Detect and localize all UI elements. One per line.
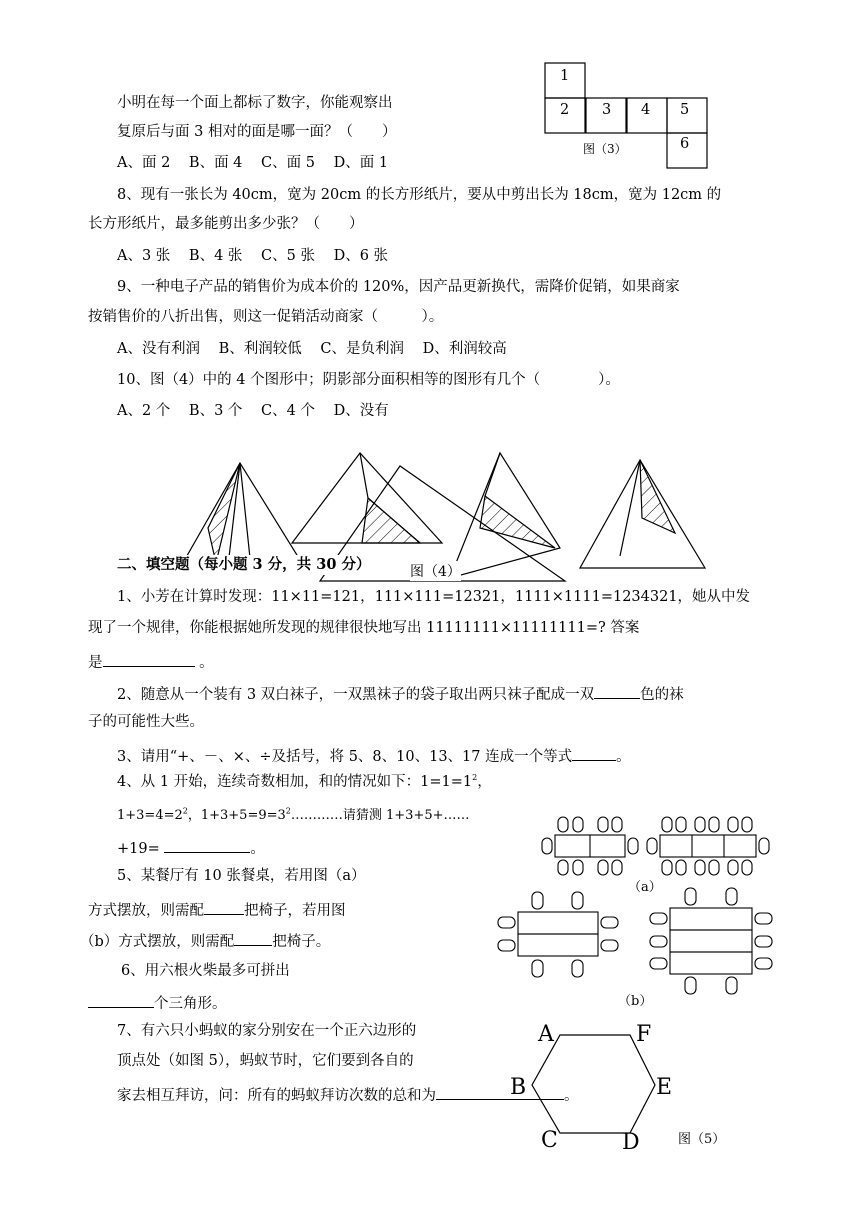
q8-text-line2: 长方形纸片，最多能剪出多少张？（ ）	[88, 216, 364, 232]
vertex-label-e: E	[656, 1075, 673, 1100]
f4-line1: 4、从 1 开始，连续奇数相加，和的情况如下：$1=1=1^2$，	[117, 773, 492, 790]
net-label: 3	[602, 102, 612, 118]
net-label: 4	[641, 102, 651, 118]
choice: C、4 个	[261, 403, 315, 419]
f5-line2	[88, 898, 346, 921]
choice: D、面 1	[333, 155, 389, 171]
table-arrangement-figure	[490, 810, 780, 995]
vertex-label-f: F	[636, 1022, 652, 1047]
figure-4-caption: 图（4）	[410, 561, 461, 581]
superscript: 2	[182, 806, 188, 816]
q9-choices	[117, 339, 521, 359]
q9-text-line2: 按销售价的八折出售，则这一促销活动商家（ ）。	[88, 309, 444, 325]
f1-line3-pre: 是	[88, 655, 103, 671]
q10-text-line1: 10、图（4）中的 4 个图形中；阴影部分面积相等的图形有几个（ ）。	[117, 372, 620, 388]
net-label: 6	[680, 136, 690, 152]
f6-line1: 6、用六根火柴最多可拼出	[121, 963, 290, 979]
f5-line1: 5、某餐厅有 10 张餐桌，若用图（a）	[117, 868, 366, 884]
figure-3-caption: 图（3）	[583, 142, 627, 156]
choice: A、2 个	[117, 403, 171, 419]
f4-line1-text: 4、从 1 开始，连续奇数相加，和的情况如下：1=1=1	[117, 774, 473, 790]
f5-answer-blank-a[interactable]	[204, 898, 244, 915]
f3-post: 。	[616, 749, 631, 765]
choice: D、利润较高	[422, 341, 507, 357]
q9-text-line1: 9、一种电子产品的销售价为成本价的 120%，因产品更新换代，需降价促销，如果商家	[117, 279, 680, 295]
f1-line1: 1、小芳在计算时发现：11×11=121，111×111=12321，1111×1111=1234321，她从中发	[117, 589, 751, 605]
choice: C、是负利润	[320, 341, 404, 357]
choice: B、面 4	[188, 155, 243, 171]
vertex-label-a: A	[538, 1022, 554, 1047]
f6-answer-blank[interactable]	[88, 991, 154, 1008]
figure-5-caption: 图（5）	[678, 1132, 726, 1147]
choice: A、没有利润	[117, 341, 200, 357]
f5-answer-blank-b[interactable]	[234, 929, 272, 946]
f6-line2-post: 个三角形。	[154, 996, 227, 1012]
f3-pre: 3、请用“+、－、×、÷及括号，将 5、8、10、13、17 连成一个等式	[117, 749, 573, 765]
choice: B、4 张	[188, 248, 243, 264]
f2-line1	[117, 682, 684, 705]
choice: D、没有	[333, 403, 389, 419]
f3-line	[117, 744, 631, 767]
f4-line2a: 1+3=4=2	[117, 808, 183, 823]
f7-line1: 7、有六只小蚂蚁的家分别安在一个正六边形的	[117, 1023, 417, 1039]
f7-line2: 顶点处（如图 5），蚂蚁节时，它们要到各自的	[117, 1053, 414, 1069]
f7-line3-post: 。	[564, 1088, 579, 1104]
f2-line1-pre: 2、随意从一个装有 3 双白袜子，一双黑袜子的袋子取出两只袜子配成一双	[117, 687, 595, 703]
f4-line2b: ，1+3+5=9=3	[187, 808, 286, 823]
f3-answer-blank[interactable]	[572, 744, 616, 761]
net-label: 1	[560, 68, 570, 84]
f4-line2	[117, 806, 470, 826]
choice: B、利润较低	[218, 341, 302, 357]
q10-choices	[117, 401, 403, 421]
choice: D、6 张	[333, 248, 389, 264]
section2-title: 二、填空题（每小题 3 分，共 30 分）	[117, 556, 371, 573]
f2-line2: 子的可能性大些。	[88, 714, 204, 730]
f4-line3-post: 。	[250, 841, 265, 857]
choice: C、面 5	[261, 155, 315, 171]
f6-line2	[88, 991, 227, 1014]
f2-line1-post: 色的袜	[640, 687, 684, 703]
q8-text-line1: 8、现有一张长为 40cm，宽为 20cm 的长方形纸片，要从中剪出长为 18cm，宽为 12cm 的	[117, 187, 722, 203]
net-label: 2	[560, 102, 570, 118]
choice: A、3 张	[117, 248, 171, 264]
f2-answer-blank[interactable]	[594, 682, 640, 699]
figure-b-label: （b）	[618, 994, 653, 1009]
f4-line3-pre: +19=	[117, 841, 160, 857]
f7-line3-pre: 家去相互拜访，问：所有的蚂蚁拜访次数的总和为	[117, 1088, 436, 1104]
figure-a-label: （a）	[628, 880, 662, 895]
vertex-label-d: D	[622, 1130, 640, 1155]
net-label: 5	[680, 102, 690, 118]
f5-line2-post: 把椅子，若用图	[244, 903, 346, 919]
choice: B、3 个	[188, 403, 243, 419]
q7-text-line1: 小明在每一个面上都标了数字，你能观察出	[117, 95, 393, 111]
f4-answer-blank[interactable]	[164, 836, 250, 853]
q7-text-line2: 复原后与面 3 相对的面是哪一面？（ ）	[117, 124, 397, 140]
f1-line3-post: 。	[194, 655, 214, 671]
f1-answer-blank[interactable]	[103, 650, 195, 667]
superscript: 2	[285, 806, 291, 816]
f1-line2: 现了一个规律，你能根据她所发现的规律很快地写出 11111111×11111111=? 答案	[88, 620, 640, 636]
q8-choices	[117, 246, 402, 266]
vertex-label-c: C	[541, 1128, 558, 1153]
choice: C、5 张	[261, 248, 315, 264]
f4-line3	[117, 836, 265, 859]
q7-choices	[117, 153, 402, 173]
f4-line2c: …………请猜测 1+3+5+……	[290, 808, 470, 823]
vertex-label-b: B	[510, 1075, 527, 1100]
f5-line3-pre: （b）方式摆放，则需配	[80, 934, 235, 950]
f5-line2-pre: 方式摆放，则需配	[88, 903, 204, 919]
choice: A、面 2	[117, 155, 171, 171]
f5-line3	[80, 929, 330, 952]
f5-line3-post: 把椅子。	[272, 934, 331, 950]
superscript: 2	[472, 773, 478, 783]
f1-line3	[88, 650, 214, 673]
